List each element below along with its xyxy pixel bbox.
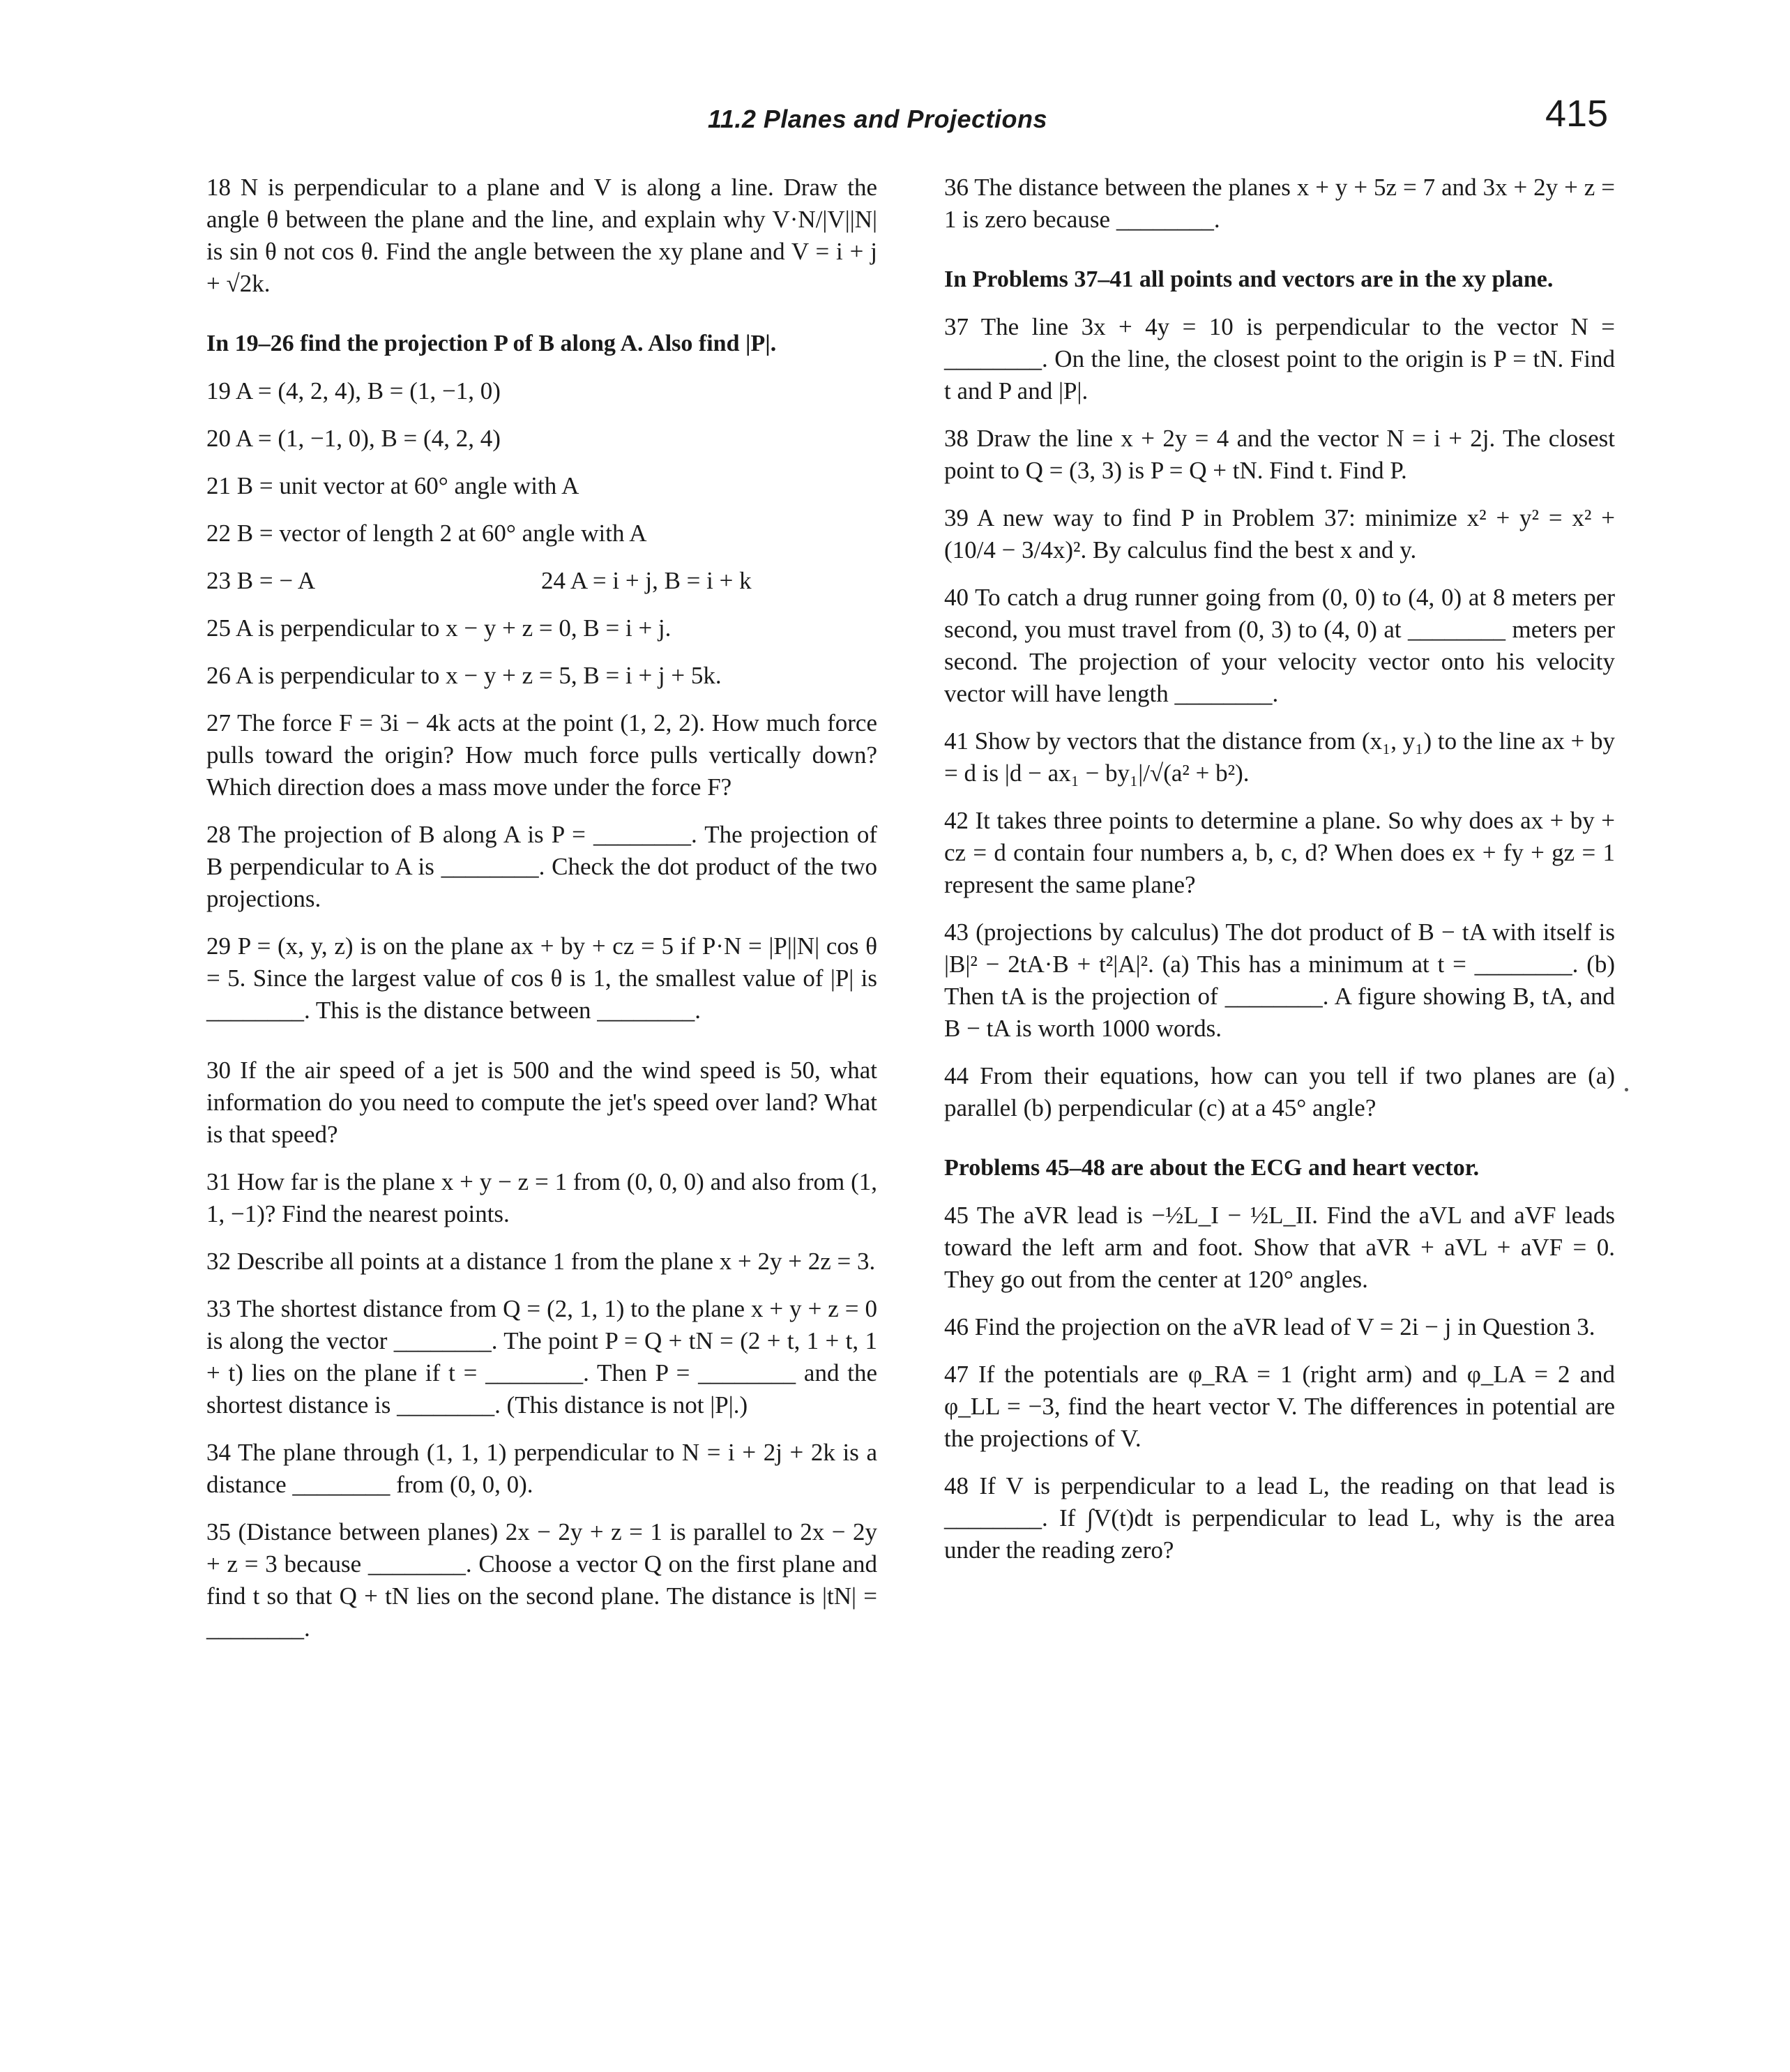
problem-34: 34 The plane through (1, 1, 1) perpendicular to N = i + 2j + 2k is a distance ________ from (0, 0, 0). (206, 1439, 877, 1498)
problem-22: 22 B = vector of length 2 at 60° angle with A (206, 520, 647, 547)
section-title: 11.2 Planes and Projections (708, 105, 1048, 133)
problem-35: 35 (Distance between planes) 2x − 2y + z = 1 is parallel to 2x − 2y + z = 3 because ________. Choose a vector Q on the first plane and find t so that Q + tN lies on the second plane. The distance is |tN| = ________. (206, 1518, 877, 1642)
section-heading-19-26: In 19–26 find the projection P of B along A. Also find |P|. (206, 331, 777, 356)
right-column (944, 172, 1615, 1582)
section-heading-37-41: In Problems 37–41 all points and vectors are in the xy plane. (944, 266, 1554, 292)
problem-37: 37 The line 3x + 4y = 10 is perpendicular to the vector N = ________. On the line, the closest point to the origin is P = tN. Find t and P and |P|. (944, 313, 1615, 404)
problem-38: 38 Draw the line x + 2y = 4 and the vector N = i + 2j. The closest point to Q = (3, 3) is P = Q + tN. Find t. Find P. (944, 425, 1615, 484)
problem-28: 28 The projection of B along A is P = ________. The projection of B perpendicular to A is ________. Check the dot product of the two projections. (206, 821, 877, 912)
section-heading-45-48: Problems 45–48 are about the ECG and heart vector. (944, 1155, 1480, 1181)
problem-45: 45 The aVR lead is −½L_I − ½L_II. Find the aVL and aVF leads toward the left arm and foot. Show that aVR + aVL + aVF = 0. They go out from the center at 120° angles. (944, 1202, 1615, 1293)
problem-27: 27 The force F = 3i − 4k acts at the point (1, 2, 2). How much force pulls toward the origin? How much force pulls vertically down? Which direction does a mass move under the force F? (206, 709, 877, 801)
problem-42: 42 It takes three points to determine a plane. So why does ax + by + cz = d contain four numbers a, b, c, d? When does ex + fy + gz = 1 represent the same plane? (944, 807, 1615, 898)
problem-40: 40 To catch a drug runner going from (0, 0) to (4, 0) at 8 meters per second, you must travel from (0, 3) to (4, 0) at ________ meters per second. The projection of your velocity vector onto his velocity vector will have length ________. (944, 584, 1615, 707)
problem-23: 23 B = − A (206, 567, 316, 594)
problem-31: 31 How far is the plane x + y − z = 1 from (0, 0, 0) and also from (1, 1, −1)? Find the nearest points. (206, 1168, 877, 1227)
problem-pair-23-24 (206, 565, 877, 597)
problem-25: 25 A is perpendicular to x − y + z = 0, B = i + j. (206, 614, 672, 642)
problem-33: 33 The shortest distance from Q = (2, 1, 1) to the plane x + y + z = 0 is along the vector ________. The point P = Q + tN = (2 + t, 1 + t, 1 + t) lies on the plane if t = ________. Then P = ________ and the shortest distance is ________. (This distance is not |P|.) (206, 1295, 877, 1419)
problem-47: 47 If the potentials are φ_RA = 1 (right arm) and φ_LA = 2 and φ_LL = −3, find the heart vector V. The differences in potential are the projections of V. (944, 1361, 1615, 1452)
problem-39: 39 A new way to find P in Problem 37: minimize x² + y² = x² + (10/4 − 3/4x)². By calculus find the best x and y. (944, 504, 1615, 564)
problem-32: 32 Describe all points at a distance 1 from the plane x + 2y + 2z = 3. (206, 1248, 876, 1275)
problem-43: 43 (projections by calculus) The dot product of B − tA with itself is |B|² − 2tA·B + t²|A|². (a) This has a minimum at t = ________. (b) Then tA is the projection of ________. A figure showing B, tA, and B − tA is worth 1000 words. (944, 918, 1615, 1042)
page-number: 415 (1545, 93, 1609, 135)
problem-36: 36 The distance between the planes x + y + 5z = 7 and 3x + 2y + z = 1 is zero because ________. (944, 174, 1615, 233)
left-column (206, 172, 877, 1660)
problem-30: 30 If the air speed of a jet is 500 and the wind speed is 50, what information do you need to compute the jet's speed over land? What is that speed? (206, 1057, 877, 1148)
problem-44: 44 From their equations, how can you tell if two planes are (a) parallel (b) perpendicular (c) at a 45° angle? (944, 1062, 1615, 1121)
problem-18: 18 N is perpendicular to a plane and V is along a line. Draw the angle θ between the plane and the line, and explain why V·N/|V||N| is sin θ not cos θ. Find the angle between the xy plane and V = i + j + √2k. (206, 174, 877, 297)
problem-41: 41 Show by vectors that the distance from (x₁, y₁) to the line ax + by = d is |d − ax₁ − by₁|/√(a² + b²). (944, 727, 1615, 787)
problem-19: 19 A = (4, 2, 4), B = (1, −1, 0) (206, 377, 501, 404)
problem-21: 21 B = unit vector at 60° angle with A (206, 472, 579, 499)
problem-20: 20 A = (1, −1, 0), B = (4, 2, 4) (206, 425, 501, 452)
problem-26: 26 A is perpendicular to x − y + z = 5, B = i + j + 5k. (206, 662, 722, 689)
problem-29: 29 P = (x, y, z) is on the plane ax + by + cz = 5 if P·N = |P||N| cos θ = 5. Since the largest value of cos θ is 1, the smallest value of |P| is ________. This is the distance between ________. (206, 932, 877, 1024)
problem-24: 24 A = i + j, B = i + k (541, 567, 752, 594)
problem-46: 46 Find the projection on the aVR lead of V = 2i − j in Question 3. (944, 1313, 1595, 1340)
scan-speck (1625, 1088, 1628, 1091)
problem-48: 48 If V is perpendicular to a lead L, the reading on that lead is ________. If ∫V(t)dt is perpendicular to lead L, why is the area under the reading zero? (944, 1472, 1615, 1564)
